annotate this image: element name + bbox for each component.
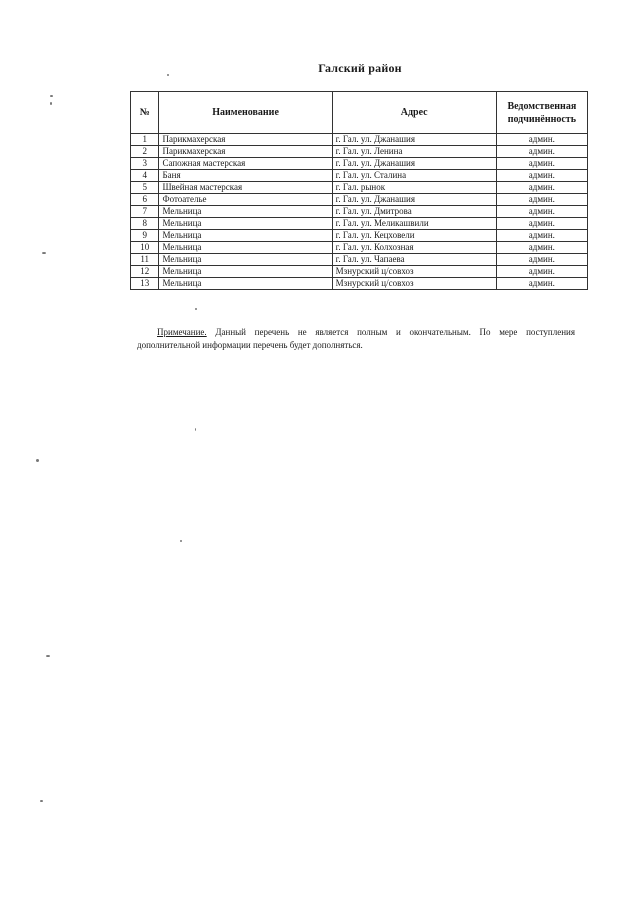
scan-speck bbox=[46, 655, 50, 657]
cell-name: Швейная мастерская bbox=[159, 182, 332, 194]
cell-address: г. Гал. ул. Колхозная bbox=[332, 242, 496, 254]
cell-num: 5 bbox=[131, 182, 159, 194]
table-row bbox=[131, 230, 588, 242]
cell-address: г. Гал. ул. Чапаева bbox=[332, 254, 496, 266]
cell-subordination: админ. bbox=[496, 146, 587, 158]
cell-subordination: админ. bbox=[496, 242, 587, 254]
cell-address: г. Гал. ул. Дмитрова bbox=[332, 206, 496, 218]
cell-subordination: админ. bbox=[496, 170, 587, 182]
table-row bbox=[131, 206, 588, 218]
cell-num: 2 bbox=[131, 146, 159, 158]
cell-num: 6 bbox=[131, 194, 159, 206]
table-row bbox=[131, 158, 588, 170]
cell-subordination: админ. bbox=[496, 194, 587, 206]
header-subordination bbox=[496, 92, 587, 134]
cell-name: Мельница bbox=[159, 230, 332, 242]
cell-num: 11 bbox=[131, 254, 159, 266]
cell-name: Мельница bbox=[159, 218, 332, 230]
cell-name: Парикмахерская bbox=[159, 134, 332, 146]
table-row bbox=[131, 170, 588, 182]
cell-name: Баня bbox=[159, 170, 332, 182]
cell-name: Мельница bbox=[159, 278, 332, 290]
scan-speck bbox=[180, 540, 182, 542]
cell-address: г. Гал. ул. Кецховели bbox=[332, 230, 496, 242]
table-row bbox=[131, 218, 588, 230]
note-label: Примечание. bbox=[157, 327, 207, 337]
table-row bbox=[131, 134, 588, 146]
scan-speck bbox=[36, 459, 39, 462]
scan-speck bbox=[167, 74, 169, 76]
table-row bbox=[131, 266, 588, 278]
table-row bbox=[131, 278, 588, 290]
note-text: Данный перечень не является полным и окончательным. По мере поступления дополнительной информации перечень будет дополняться. bbox=[137, 327, 575, 350]
scan-speck bbox=[195, 428, 196, 431]
cell-num: 8 bbox=[131, 218, 159, 230]
cell-num: 1 bbox=[131, 134, 159, 146]
cell-subordination: админ. bbox=[496, 230, 587, 242]
cell-num: 13 bbox=[131, 278, 159, 290]
cell-subordination: админ. bbox=[496, 218, 587, 230]
table-row bbox=[131, 194, 588, 206]
cell-name: Мельница bbox=[159, 242, 332, 254]
table-body bbox=[131, 134, 588, 290]
table-row bbox=[131, 146, 588, 158]
cell-subordination: админ. bbox=[496, 278, 587, 290]
cell-address: Мзнурский ц/совхоз bbox=[332, 278, 496, 290]
cell-address: г. Гал. ул. Меликашвили bbox=[332, 218, 496, 230]
scan-speck bbox=[50, 95, 53, 97]
cell-subordination: админ. bbox=[496, 254, 587, 266]
header-subordination-text: Ведомственная подчинённость bbox=[507, 100, 577, 125]
note-paragraph bbox=[137, 326, 575, 352]
cell-address: г. Гал. ул. Джанашия bbox=[332, 194, 496, 206]
cell-name: Мельница bbox=[159, 206, 332, 218]
header-address: Адрес bbox=[332, 92, 496, 134]
cell-subordination: админ. bbox=[496, 266, 587, 278]
cell-num: 7 bbox=[131, 206, 159, 218]
table-header bbox=[131, 92, 588, 134]
header-num: № bbox=[131, 92, 159, 134]
table-row bbox=[131, 242, 588, 254]
cell-num: 9 bbox=[131, 230, 159, 242]
cell-name: Мельница bbox=[159, 254, 332, 266]
cell-address: г. Гал. ул. Сталина bbox=[332, 170, 496, 182]
table-row bbox=[131, 254, 588, 266]
registry-table bbox=[130, 91, 588, 290]
cell-num: 4 bbox=[131, 170, 159, 182]
cell-num: 12 bbox=[131, 266, 159, 278]
cell-subordination: админ. bbox=[496, 158, 587, 170]
page-title: Галский район bbox=[318, 61, 402, 75]
cell-address: г. Гал. рынок bbox=[332, 182, 496, 194]
header-name: Наименование bbox=[159, 92, 332, 134]
cell-address: Мзнурский ц/совхоз bbox=[332, 266, 496, 278]
cell-name: Парикмахерская bbox=[159, 146, 332, 158]
cell-num: 3 bbox=[131, 158, 159, 170]
cell-address: г. Гал. ул. Джанашия bbox=[332, 158, 496, 170]
cell-address: г. Гал. ул. Джанашия bbox=[332, 134, 496, 146]
cell-num: 10 bbox=[131, 242, 159, 254]
scan-speck bbox=[40, 800, 43, 802]
cell-name: Мельница bbox=[159, 266, 332, 278]
scan-speck bbox=[50, 102, 52, 105]
cell-address: г. Гал. ул. Ленина bbox=[332, 146, 496, 158]
table-row bbox=[131, 182, 588, 194]
cell-subordination: админ. bbox=[496, 206, 587, 218]
scan-speck bbox=[195, 308, 197, 310]
cell-name: Фотоателье bbox=[159, 194, 332, 206]
cell-name: Сапожная мастерская bbox=[159, 158, 332, 170]
cell-subordination: админ. bbox=[496, 134, 587, 146]
cell-subordination: админ. bbox=[496, 182, 587, 194]
scan-speck bbox=[42, 252, 46, 254]
